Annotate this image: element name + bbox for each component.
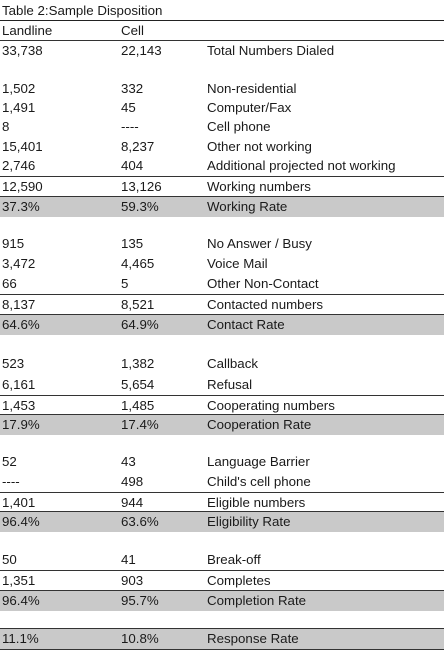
landline-value: 12,590 (2, 179, 43, 194)
landline-value: 50 (2, 552, 17, 567)
cell-value: 498 (121, 474, 144, 489)
cell-value: 10.8% (121, 631, 159, 646)
table-row (0, 137, 444, 157)
cell-value: 404 (121, 158, 144, 173)
landline-value: 1,351 (2, 573, 36, 588)
landline-value: 1,453 (2, 398, 36, 413)
cell-value: 944 (121, 495, 144, 510)
row-label: Non-residential (207, 81, 297, 96)
table-row (0, 354, 444, 374)
row-label: Completion Rate (207, 593, 307, 608)
row-label: Callback (207, 356, 258, 371)
table-caption: Table 2:Sample Disposition (2, 3, 163, 18)
table-row (0, 254, 444, 274)
landline-value: 96.4% (2, 514, 40, 529)
cell-value: 135 (121, 236, 144, 251)
landline-value: 52 (2, 454, 17, 469)
cell-value: 41 (121, 552, 136, 567)
landline-value: 8 (2, 119, 10, 134)
landline-value: 33,738 (2, 43, 43, 58)
row-label: Working Rate (207, 199, 288, 214)
cell-value: 1,485 (121, 398, 155, 413)
row-label: Response Rate (207, 631, 299, 646)
cell-value: 13,126 (121, 179, 162, 194)
cell-value: 64.9% (121, 317, 159, 332)
table-row (0, 472, 444, 492)
cell-value: 5,654 (121, 377, 155, 392)
table-row-rate (0, 414, 444, 435)
cell-value: 59.3% (121, 199, 159, 214)
table-row-subtotal (0, 570, 444, 591)
row-label: No Answer / Busy (207, 236, 312, 251)
table-row-subtotal (0, 395, 444, 416)
row-label: Other Non-Contact (207, 276, 319, 291)
table-row-subtotal (0, 176, 444, 197)
row-label: Completes (207, 573, 271, 588)
landline-value: 915 (2, 236, 25, 251)
table-row-rate (0, 511, 444, 532)
cell-value: 8,521 (121, 297, 155, 312)
landline-value: 96.4% (2, 593, 40, 608)
header-cell: Cell (121, 23, 144, 38)
row-label: Refusal (207, 377, 253, 392)
row-label: Eligible numbers (207, 495, 306, 510)
cell-value: ---- (121, 119, 139, 134)
cell-value: 45 (121, 100, 136, 115)
table-row-subtotal (0, 492, 444, 513)
cell-value: 8,237 (121, 139, 155, 154)
table-row (0, 41, 444, 61)
row-label: Contacted numbers (207, 297, 324, 312)
landline-value: 37.3% (2, 199, 40, 214)
row-label: Cooperation Rate (207, 417, 312, 432)
table-row (0, 550, 444, 570)
landline-value: 3,472 (2, 256, 36, 271)
cell-value: 17.4% (121, 417, 159, 432)
row-label: Other not working (207, 139, 312, 154)
row-label: Child's cell phone (207, 474, 311, 489)
landline-value: 1,502 (2, 81, 36, 96)
table-row (0, 234, 444, 254)
landline-value: 11.1% (2, 631, 39, 646)
row-label: Additional projected not working (207, 158, 396, 173)
row-label: Eligibility Rate (207, 514, 291, 529)
table-row (0, 98, 444, 118)
cell-value: 43 (121, 454, 136, 469)
cell-value: 903 (121, 573, 144, 588)
table-row (0, 156, 444, 176)
landline-value: ---- (2, 474, 20, 489)
row-label: Language Barrier (207, 454, 310, 469)
landline-value: 523 (2, 356, 25, 371)
row-label: Contact Rate (207, 317, 285, 332)
row-label: Working numbers (207, 179, 311, 194)
bottom-rule (0, 649, 444, 650)
cell-value: 1,382 (121, 356, 155, 371)
landline-value: 17.9% (2, 417, 40, 432)
cell-value: 5 (121, 276, 129, 291)
row-label: Cooperating numbers (207, 398, 335, 413)
cell-value: 4,465 (121, 256, 155, 271)
row-label: Voice Mail (207, 256, 268, 271)
cell-value: 22,143 (121, 43, 162, 58)
landline-value: 64.6% (2, 317, 40, 332)
landline-value: 15,401 (2, 139, 43, 154)
cell-value: 63.6% (121, 514, 159, 529)
landline-value: 1,401 (2, 495, 36, 510)
table-row-rate (0, 196, 444, 217)
table-row-subtotal (0, 294, 444, 315)
landline-value: 66 (2, 276, 17, 291)
landline-value: 1,491 (2, 100, 36, 115)
table-row-rate (0, 590, 444, 611)
table-row-rate (0, 314, 444, 335)
row-label: Cell phone (207, 119, 271, 134)
landline-value: 8,137 (2, 297, 36, 312)
table-row (0, 79, 444, 99)
header-row (0, 21, 444, 41)
row-label: Break-off (207, 552, 261, 567)
row-label: Computer/Fax (207, 100, 292, 115)
landline-value: 6,161 (2, 377, 36, 392)
table-row (0, 375, 444, 395)
header-landline: Landline (2, 23, 53, 38)
table-row (0, 117, 444, 137)
row-label: Total Numbers Dialed (207, 43, 335, 58)
table-row (0, 274, 444, 294)
cell-value: 95.7% (121, 593, 159, 608)
cell-value: 332 (121, 81, 144, 96)
table-row (0, 452, 444, 472)
landline-value: 2,746 (2, 158, 36, 173)
table-row-rate (0, 628, 444, 649)
